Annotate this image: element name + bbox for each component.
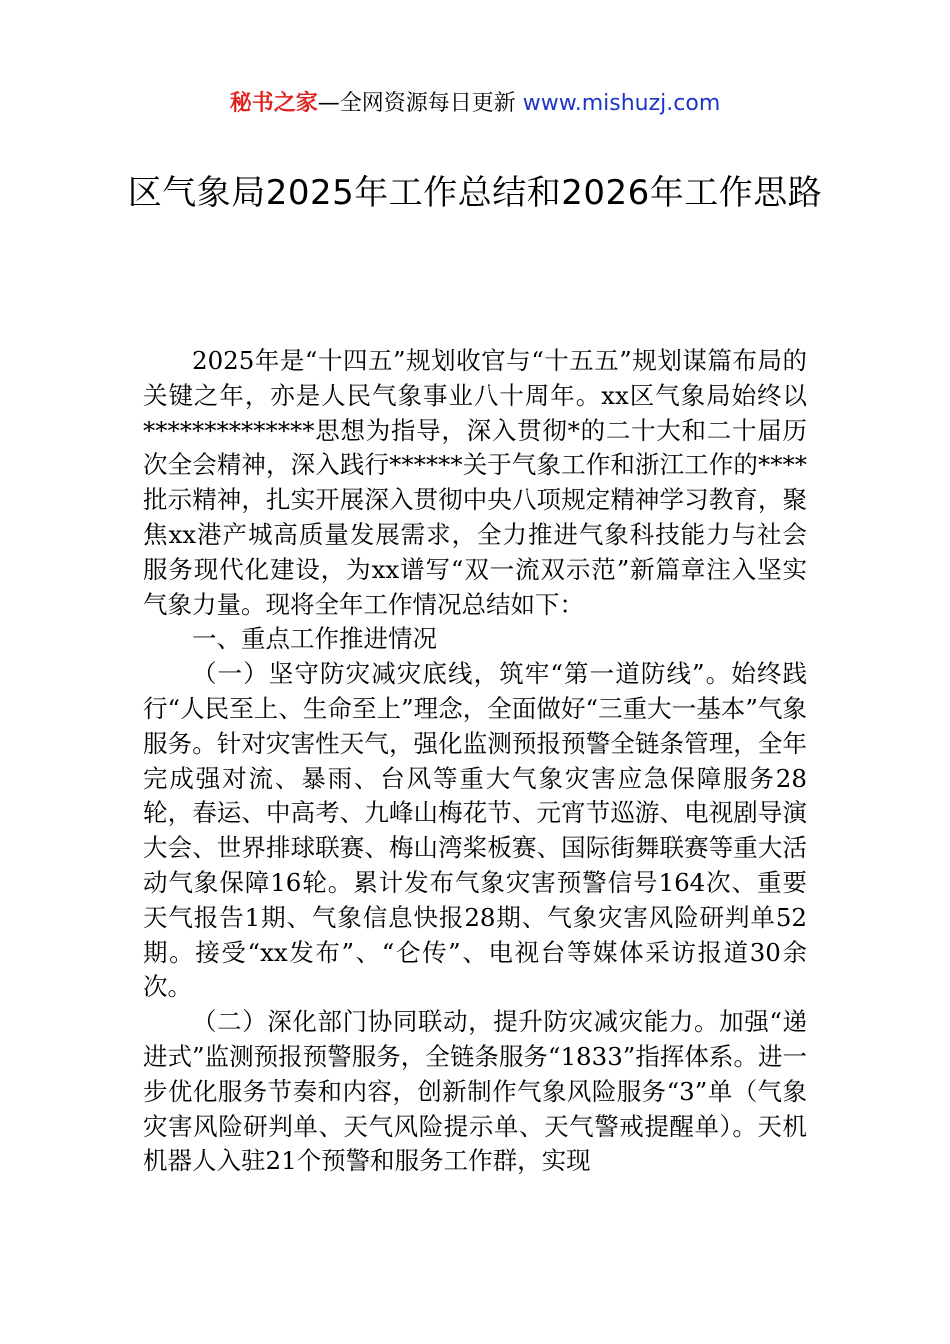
document-body — [143, 344, 807, 1179]
site-brand: 秘书之家 — [229, 91, 318, 116]
body-paragraph: （二）深化部门协同联动，提升防灾减灾能力。加强“递进式”监测预报预警服务，全链条服务“1833”指挥体系。进一步优化服务节奏和内容，创新制作气象风险服务“3”单（气象灾害风险研判单、天气风险提示单、天气警戒提醒单）。天机机器人入驻21个预警和服务工作群，实现 — [143, 1007, 807, 1176]
section-heading: 一、重点工作推进情况 — [192, 624, 437, 654]
body-paragraph: （一）坚守防灾减灾底线，筑牢“第一道防线”。始终践行“人民至上、生命至上”理念，全面做好“三重大一基本”气象服务。针对灾害性天气，强化监测预报预警全链条管理，全年完成强对流、暴雨、台风等重大气象灾害应急保障服务28轮，春运、中高考、九峰山梅花节、元宵节巡游、电视剧导演大会、世界排球联赛、梅山湾桨板赛、国际街舞联赛等重大活动气象保障16轮。累计发布气象灾害预警信号164次、重要天气报告1期、气象信息快报28期、气象灾害风险研判单52期。接受“xx发布”、“仑传”、电视台等媒体采访报道30余次。 — [143, 659, 807, 1002]
site-tagline: —全网资源每日更新 — [317, 91, 523, 116]
document-title: 区气象局2025年工作总结和2026年工作思路 — [127, 173, 823, 213]
site-header — [0, 88, 950, 120]
site-url-link[interactable]: www.mishuzj.com — [522, 91, 721, 116]
intro-paragraph: 2025年是“十四五”规划收官与“十五五”规划谋篇布局的关键之年，亦是人民气象事业八十周年。xx区气象局始终以**************思想为指导，深入贯彻*的二十大和二十届历次全会精神，深入践行******关于气象工作和浙江工作的****批示精神，扎实开展深入贯彻中央八项规定精神学习教育，聚焦xx港产城高质量发展需求，全力推进气象科技能力与社会服务现代化建设，为xx谱写“双一流双示范”新篇章注入坚实气象力量。现将全年工作情况总结如下： — [143, 346, 807, 619]
